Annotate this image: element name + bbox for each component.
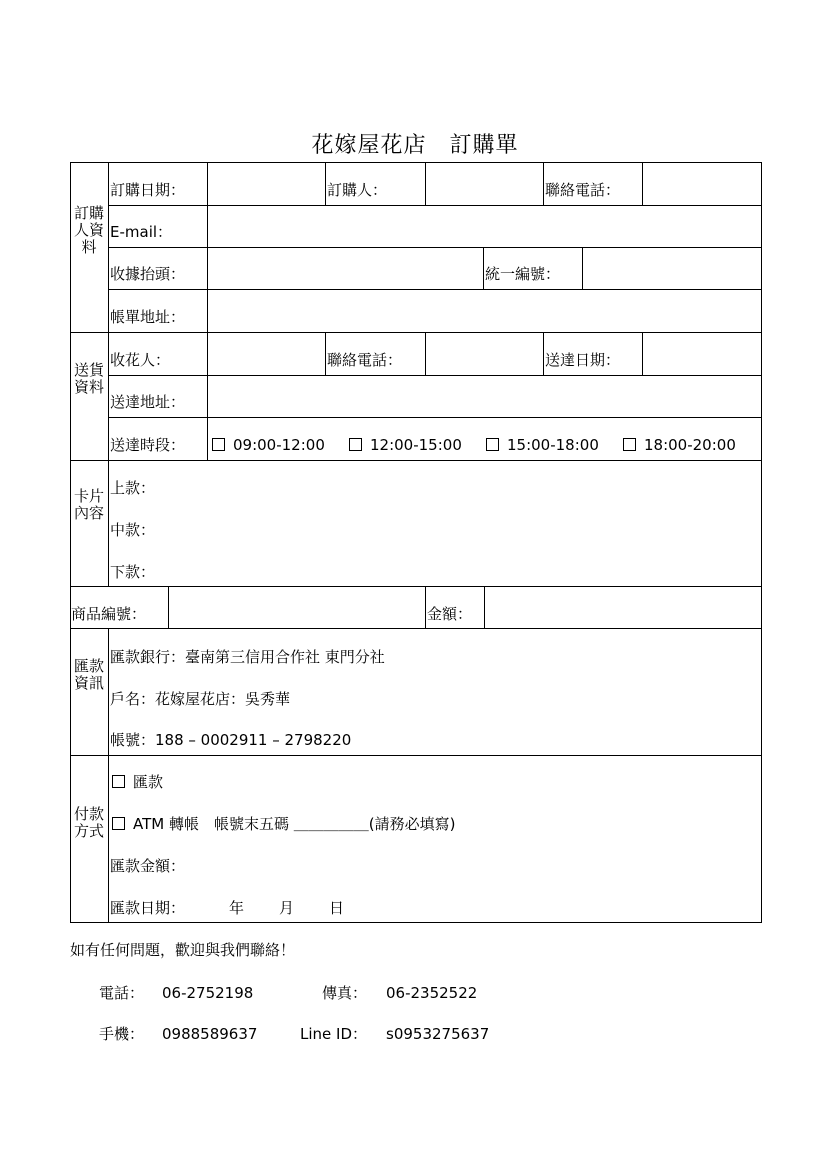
card-top-field[interactable]: [160, 470, 758, 504]
recipient-phone-label: 聯絡電話：: [327, 351, 403, 369]
billing-address-label: 帳單地址：: [110, 308, 186, 326]
checkbox-icon[interactable]: [112, 775, 125, 788]
time-slot-option[interactable]: [486, 436, 599, 454]
delivery-address-label: 送達地址：: [110, 393, 186, 411]
payment-option-remit[interactable]: [112, 773, 163, 791]
time-slot-text: 15:00-18:00: [507, 436, 599, 454]
order-date-label: 訂購日期：: [110, 181, 186, 199]
time-slot-text: 09:00-12:00: [233, 436, 325, 454]
remit-section-label: 匯款資訊: [73, 657, 104, 692]
mobile-label: 手機：: [99, 1025, 145, 1043]
time-slot-text: 12:00-15:00: [370, 436, 462, 454]
orderer-phone-label: 聯絡電話：: [545, 181, 621, 199]
remit-date-day: 日: [329, 899, 345, 917]
payment-option-text: 匯款: [133, 773, 164, 791]
payment-option-atm[interactable]: [112, 815, 455, 833]
recipient-field[interactable]: [208, 333, 324, 374]
delivery-section-label: 送貨資料: [73, 361, 104, 396]
card-bottom-field[interactable]: [160, 553, 758, 584]
contact-note: 如有任何問題，歡迎與我們聯絡！: [70, 941, 296, 959]
recipient-label: 收花人：: [110, 351, 171, 369]
remit-amount-field[interactable]: [190, 848, 758, 880]
tax-id-field[interactable]: [583, 248, 760, 288]
checkbox-icon[interactable]: [623, 438, 636, 451]
remit-date-year: 年: [229, 899, 245, 917]
tax-id-label: 統一編號：: [485, 265, 561, 283]
mobile-value: 0988589637: [162, 1025, 258, 1043]
email-label: E-mail：: [110, 223, 173, 241]
time-slot-option[interactable]: [212, 436, 325, 454]
checkbox-icon[interactable]: [212, 438, 225, 451]
remit-account-name: 戶名：花嫁屋花店：吳秀華: [110, 690, 291, 708]
email-field[interactable]: [208, 206, 760, 246]
product-code-label: 商品編號：: [71, 605, 147, 623]
time-slot-option[interactable]: [349, 436, 462, 454]
amount-label: 金額：: [427, 605, 473, 623]
product-code-field[interactable]: [169, 587, 424, 627]
payment-section-label: 付款方式: [73, 805, 104, 840]
delivery-address-field[interactable]: [208, 376, 760, 416]
delivery-date-label: 送達日期：: [545, 351, 621, 369]
orderer-name-field[interactable]: [426, 163, 542, 204]
receipt-title-field[interactable]: [208, 248, 482, 288]
orderer-name-label: 訂購人：: [327, 181, 388, 199]
card-top-label: 上款：: [110, 479, 156, 497]
line-id-label: Line ID：: [300, 1025, 368, 1043]
remit-date-month: 月: [279, 899, 295, 917]
checkbox-icon[interactable]: [349, 438, 362, 451]
orderer-section-label: 訂購人資料: [73, 204, 104, 256]
receipt-title-label: 收據抬頭：: [110, 265, 186, 283]
order-date-field[interactable]: [208, 163, 324, 204]
remit-date-label: 匯款日期：: [110, 899, 186, 917]
recipient-phone-field[interactable]: [426, 333, 542, 374]
time-slot-option[interactable]: [623, 436, 736, 454]
page-title: 花嫁屋花店 訂購單: [311, 133, 519, 158]
orderer-phone-field[interactable]: [643, 163, 760, 204]
amount-field[interactable]: [485, 587, 760, 627]
phone-value: 06-2752198: [162, 984, 254, 1002]
card-middle-field[interactable]: [160, 512, 758, 546]
remit-bank: 匯款銀行：臺南第三信用合作社 東門分社: [110, 648, 385, 666]
phone-label: 電話：: [99, 984, 145, 1002]
line-id-value: s0953275637: [386, 1025, 490, 1043]
fax-label: 傳真：: [322, 984, 368, 1002]
payment-option-text: ATM 轉帳 帳號末五碼 ＿＿＿＿＿(請務必填寫): [133, 815, 456, 833]
card-bottom-label: 下款：: [110, 563, 156, 581]
billing-address-field[interactable]: [208, 290, 760, 331]
delivery-date-field[interactable]: [643, 333, 760, 374]
remit-amount-label: 匯款金額：: [110, 857, 186, 875]
checkbox-icon[interactable]: [112, 817, 125, 830]
checkbox-icon[interactable]: [486, 438, 499, 451]
remit-account-number: 帳號：188 – 0002911 – 2798220: [110, 731, 352, 749]
fax-value: 06-2352522: [386, 984, 478, 1002]
card-section-label: 卡片內容: [73, 487, 104, 522]
time-slot-text: 18:00-20:00: [644, 436, 736, 454]
time-slot-label: 送達時段：: [110, 436, 186, 454]
card-middle-label: 中款：: [110, 521, 156, 539]
